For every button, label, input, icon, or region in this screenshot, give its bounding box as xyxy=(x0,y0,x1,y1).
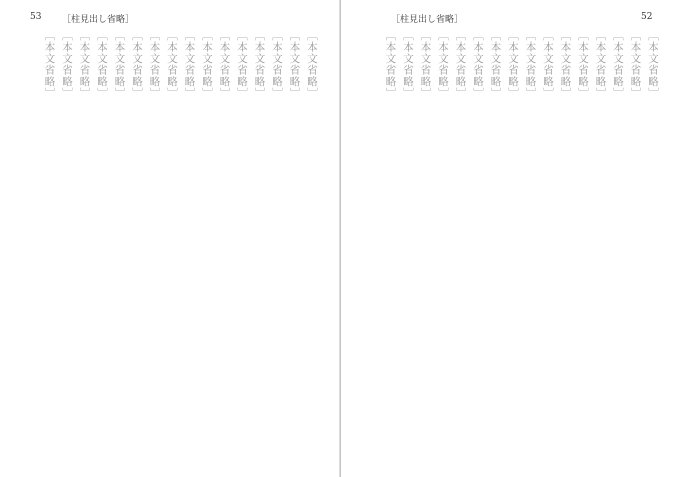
text-column: ［本文省略］ xyxy=(437,30,449,99)
text-column: ［本文省略］ xyxy=(201,30,213,99)
text-column: ［本文省略］ xyxy=(524,30,537,99)
text-column: ［本文省略］ xyxy=(507,30,519,99)
text-column: ［本文省略］ xyxy=(612,30,624,99)
text-column: ［本文省略］ xyxy=(131,30,143,99)
right-page xyxy=(341,0,681,477)
text-column: ［本文省略］ xyxy=(559,30,572,99)
text-column: ［本文省略］ xyxy=(271,30,283,99)
text-column: ［本文省略］ xyxy=(542,30,554,99)
text-column: ［本文省略］ xyxy=(148,30,161,99)
running-head: ［柱見出し省略］ xyxy=(391,15,464,25)
text-column: ［本文省略］ xyxy=(166,30,178,99)
text-column: ［本文省略］ xyxy=(454,30,467,99)
text-column: ［本文省略］ xyxy=(629,30,642,99)
text-column: ［本文省略］ xyxy=(253,30,266,99)
text-column: ［本文省略］ xyxy=(472,30,484,99)
text-column: ［本文省略］ xyxy=(306,30,318,99)
text-column: ［本文省略］ xyxy=(43,30,56,99)
text-column: ［本文省略］ xyxy=(489,30,502,99)
body-text xyxy=(20,30,320,450)
text-column: ［本文省略］ xyxy=(113,30,126,99)
text-column: ［本文省略］ xyxy=(78,30,91,99)
body-text xyxy=(371,30,661,450)
text-column: ［本文省略］ xyxy=(402,30,414,99)
text-column: ［本文省略］ xyxy=(96,30,108,99)
text-column: ［本文省略］ xyxy=(218,30,231,99)
text-column: ［本文省略］ xyxy=(236,30,248,99)
running-head: ［柱見出し省略］ xyxy=(62,15,135,25)
text-column: ［本文省略］ xyxy=(594,30,607,99)
text-column: ［本文省略］ xyxy=(419,30,432,99)
text-column: ［本文省略］ xyxy=(61,30,73,99)
text-column: ［本文省略］ xyxy=(384,30,397,99)
text-column: ［本文省略］ xyxy=(577,30,589,99)
page-number: 53 xyxy=(30,12,42,22)
text-column: ［本文省略］ xyxy=(183,30,196,99)
page-number: 52 xyxy=(641,12,653,22)
text-column: ［本文省略］ xyxy=(647,30,659,99)
text-column: ［本文省略］ xyxy=(288,30,301,99)
